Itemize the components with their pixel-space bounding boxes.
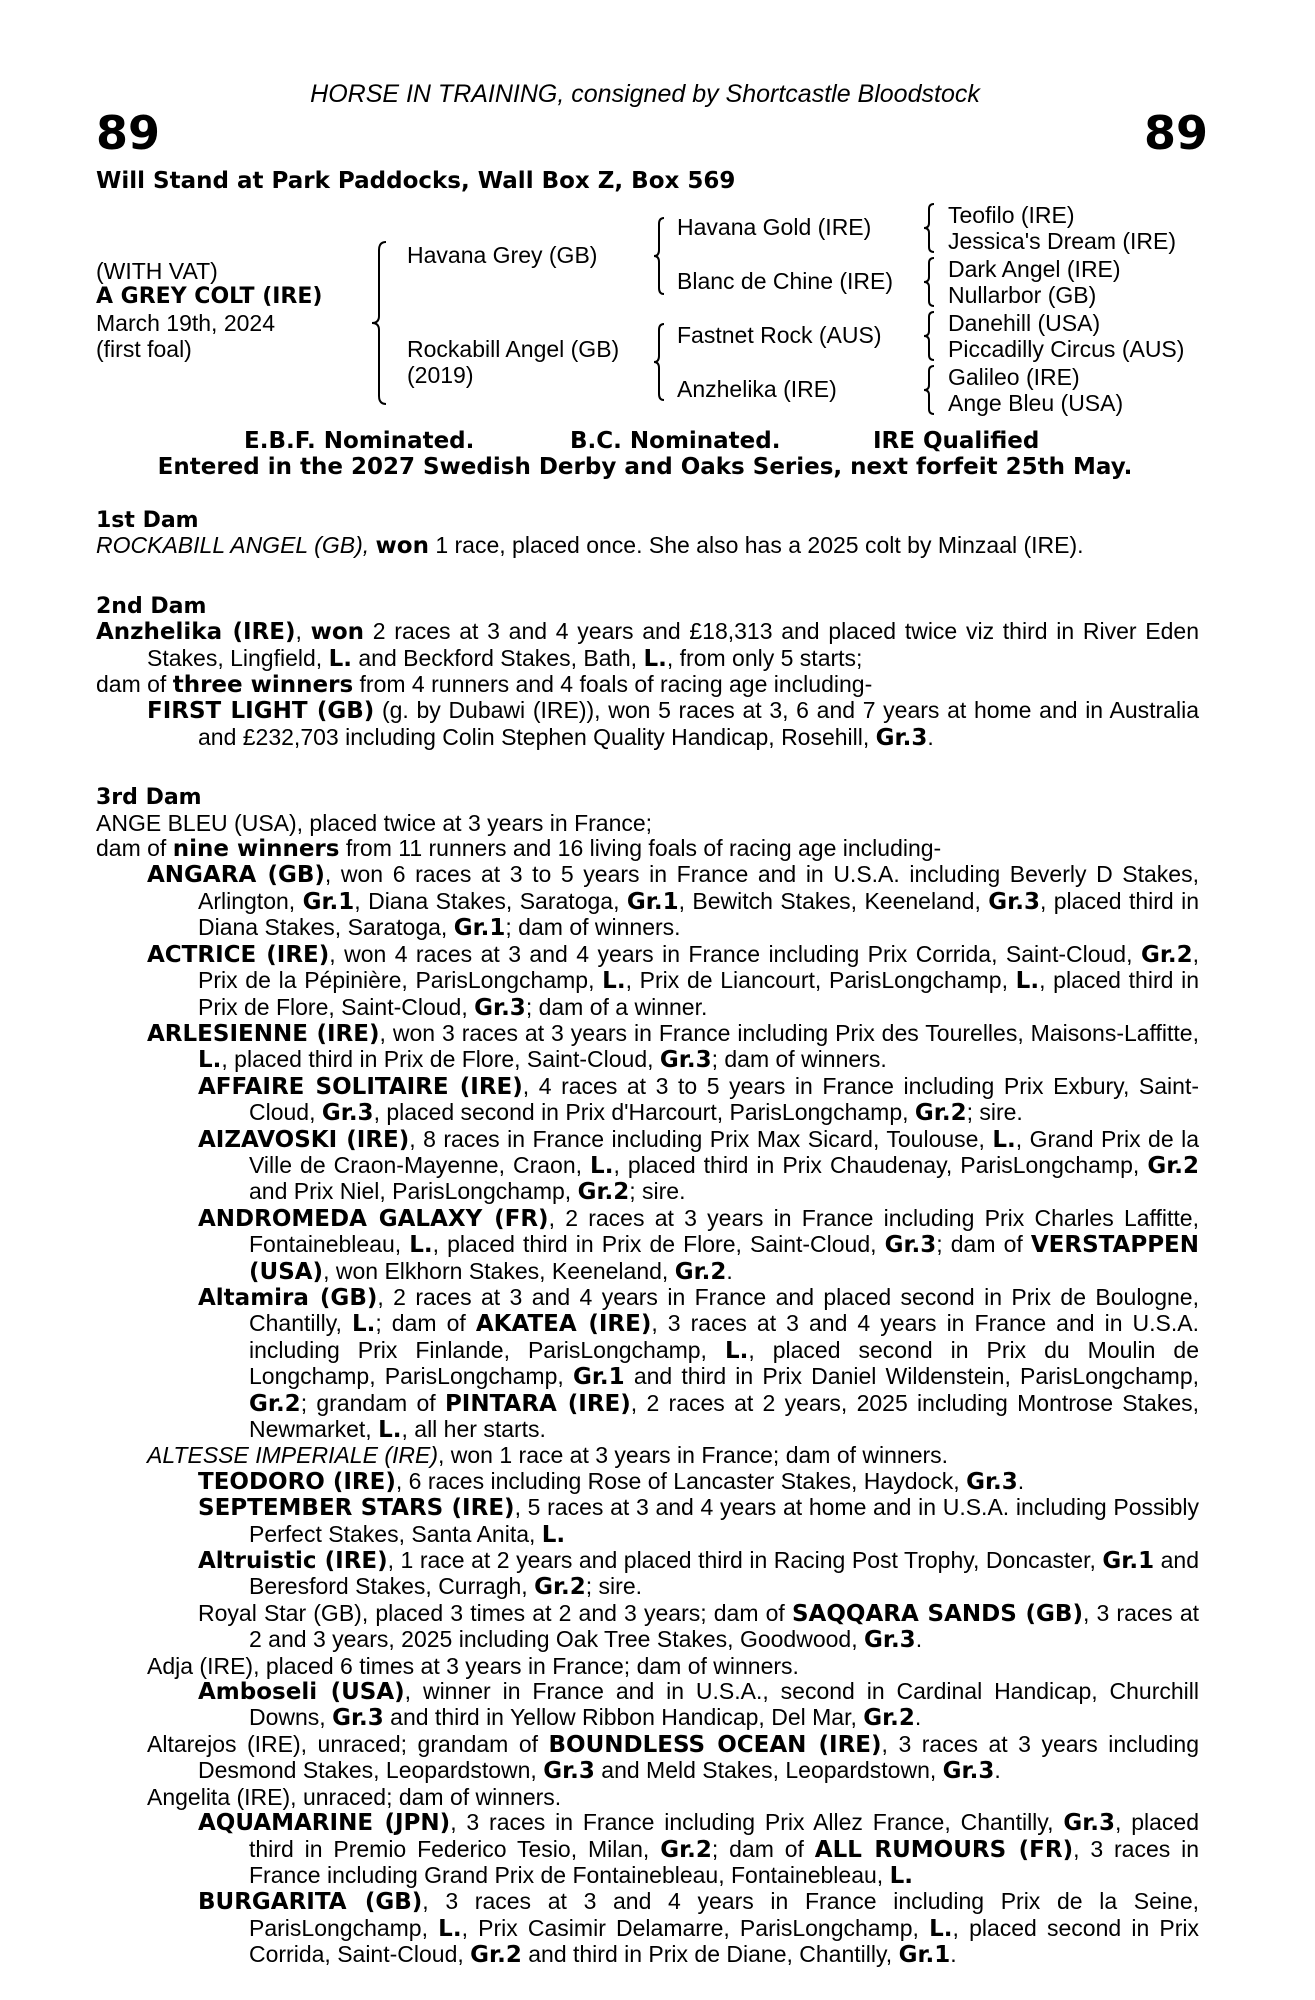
list-item: FIRST LIGHT (GB) (g. by Dubawi (IRE)), won 5 races at 3, 6 and 7 years at home and in Australia and £232,703 including Colin Stephen Quality Handicap, Rosehill, Gr.3. <box>147 697 1199 751</box>
list-item: Altruistic (IRE), 1 race at 2 years and placed third in Racing Post Trophy, Doncaster, Gr.1 and Beresford Stakes, Curragh, Gr.2; sire. <box>198 1547 1200 1601</box>
lot-number-left: 89 <box>96 106 161 160</box>
ddd-name: Ange Bleu (USA) <box>948 390 1124 416</box>
list-item: Angelita (IRE), unraced; dam of winners. <box>147 1783 562 1810</box>
third-dam-heading: 3rd Dam <box>96 785 202 811</box>
third-dam-produce: dam of nine winners from 11 runners and 16 living foals of racing age including- <box>96 835 942 863</box>
list-item: ANDROMEDA GALAXY (FR), 2 races at 3 years in France including Prix Charles Laffitte, Fontainebleau, L., placed third in Prix de Flore, Saint-Cloud, Gr.3; dam of VERSTAPPEN (USA), won Elkhorn Stakes, Keeneland, Gr.2. <box>198 1204 1200 1285</box>
third-dam-entry: ANGE BLEU (USA), placed twice at 3 years in France; <box>96 809 653 836</box>
list-item: AIZAVOSKI (IRE), 8 races in France including Prix Max Sicard, Toulouse, L., Grand Prix de la Ville de Craon-Mayenne, Craon, L., placed third in Prix Chaudenay, ParisLongchamp, Gr.2 and Prix Niel, ParisLongchamp, Gr.2; sire. <box>198 1125 1199 1206</box>
list-item: AFFAIRE SOLITAIRE (IRE), 4 races at 3 to 5 years in France including Prix Exbury, Saint-Cloud, Gr.3, placed second in Prix d'Harcourt, ParisLongchamp, Gr.2; sire. <box>198 1072 1199 1127</box>
bc-nominated: B.C. Nominated. <box>570 428 781 454</box>
catalogue-body <box>96 500 1199 1969</box>
ebf-nominated: E.B.F. Nominated. <box>244 428 475 454</box>
foal-note: (first foal) <box>96 336 192 362</box>
sire-dam: Blanc de Chine (IRE) <box>677 268 894 294</box>
brace-sd <box>922 256 936 308</box>
ssd-name: Jessica's Dream (IRE) <box>948 228 1177 254</box>
dds-name: Galileo (IRE) <box>948 364 1080 390</box>
second-dam-produce: dam of three winners from 4 runners and 4 foals of racing age including- <box>96 671 873 699</box>
list-item: AQUAMARINE (JPN), 3 races in France including Prix Allez France, Chantilly, Gr.3, placed third in Premio Federico Tesio, Milan, Gr.2; dam of ALL RUMOURS (FR), 3 races in France including Grand Prix de Fontainebleau, Fontainebleau, L. <box>198 1809 1200 1889</box>
list-item: BURGARITA (GB), 3 races at 3 and 4 years in France including Prix de la Seine, ParisLongchamp, L., Prix Casimir Delamarre, ParisLongchamp, L., placed second in Prix Corrida, Saint-Cloud, Gr.2 and third in Prix de Diane, Chantilly, Gr.1. <box>198 1888 1200 1969</box>
consignor-heading: HORSE IN TRAINING, consigned by Shortcastle Bloodstock <box>310 80 980 108</box>
dam-year: (2019) <box>407 362 474 388</box>
sdd-name: Nullarbor (GB) <box>948 282 1097 308</box>
first-dam-entry: ROCKABILL ANGEL (GB), won 1 race, placed once. She also has a 2025 colt by Minzaal (IRE). <box>96 532 1084 560</box>
brace-dd <box>922 364 936 416</box>
sire-sire: Havana Gold (IRE) <box>677 214 872 240</box>
dam-sire: Fastnet Rock (AUS) <box>677 322 882 348</box>
list-item: Amboseli (USA), winner in France and in U.S.A., second in Cardinal Handicap, Churchill Downs, Gr.3 and third in Yellow Ribbon Handicap, Del Mar, Gr.2. <box>198 1678 1199 1732</box>
list-item: Royal Star (GB), placed 3 times at 2 and 3 years; dam of SAQQARA SANDS (GB), 3 races at 2 and 3 years, 2025 including Oak Tree Stakes, Goodwood, Gr.3. <box>198 1599 1199 1654</box>
dam-name: Rockabill Angel (GB) <box>407 336 620 362</box>
list-item: Altarejos (IRE), unraced; grandam of BOUNDLESS OCEAN (IRE), 3 races at 3 years including Desmond Stakes, Leopardstown, Gr.3 and Meld Stakes, Leopardstown, Gr.3. <box>147 1730 1199 1785</box>
entries-note: Entered in the 2027 Swedish Derby and Oaks Series, next forfeit 25th May. <box>157 454 1133 480</box>
second-dam-heading: 2nd Dam <box>96 593 207 619</box>
list-item: ANGARA (GB), won 6 races at 3 to 5 years in France and in U.S.A. including Beverly D Stakes, Arlington, Gr.1, Diana Stakes, Saratoga, Gr.1, Bewitch Stakes, Keeneland, Gr.3, placed third in Diana Stakes, Saratoga, Gr.1; dam of winners. <box>147 861 1200 942</box>
first-dam-heading: 1st Dam <box>96 508 199 533</box>
sire-name: Havana Grey (GB) <box>407 242 598 268</box>
sss-name: Teofilo (IRE) <box>948 202 1075 228</box>
list-item: ALTESSE IMPERIALE (IRE), won 1 race at 3 years in France; dam of winners. <box>147 1442 949 1469</box>
stand-location: Will Stand at Park Paddocks, Wall Box Z, Box 569 <box>96 168 736 194</box>
horse-name: A GREY COLT (IRE) <box>96 284 323 309</box>
list-item: Altamira (GB), 2 races at 3 and 4 years in France and placed second in Prix de Boulogne, Chantilly, L.; dam of AKATEA (IRE), 3 races at 3 and 4 years in France and in U.S.A. including Prix Finlande, ParisLongchamp, L., placed second in Prix du Moulin de Longchamp, ParisLongchamp, Gr.1 and third in Prix Daniel Wildenstein, ParisLongchamp, Gr.2; grandam of PINTARA (IRE), 2 races at 2 years, 2025 including Montrose Stakes, Newmarket, L., all her starts. <box>198 1283 1200 1443</box>
ire-qualified: IRE Qualified <box>873 428 1040 454</box>
list-item: SEPTEMBER STARS (IRE), 5 races at 3 and 4 years at home and in U.S.A. including Possibly Perfect Stakes, Santa Anita, L. <box>198 1494 1200 1548</box>
brace-dam <box>652 322 666 402</box>
dss-name: Danehill (USA) <box>948 310 1101 336</box>
brace-ss <box>922 202 936 254</box>
list-item: TEODORO (IRE), 6 races including Rose of Lancaster Stakes, Haydock, Gr.3. <box>198 1467 1025 1495</box>
dsd-name: Piccadilly Circus (AUS) <box>948 336 1185 362</box>
brace-ds <box>922 310 936 362</box>
brace-sire <box>652 216 666 296</box>
sds-name: Dark Angel (IRE) <box>948 256 1121 282</box>
lot-number-right: 89 <box>1143 106 1208 160</box>
foaling-date: March 19th, 2024 <box>96 310 276 336</box>
second-dam-entry: Anzhelika (IRE), won 2 races at 3 and 4 years and £18,313 and placed twice viz third in River Eden Stakes, Lingfield, L. and Beckford Stakes, Bath, L., from only 5 starts; <box>96 618 1199 672</box>
list-item: Adja (IRE), placed 6 times at 3 years in France; dam of winners. <box>147 1652 799 1679</box>
dam-dam: Anzhelika (IRE) <box>677 376 837 402</box>
vat-note: (WITH VAT) <box>96 258 218 284</box>
list-item: ACTRICE (IRE), won 4 races at 3 and 4 years in France including Prix Corrida, Saint-Cloud, Gr.2, Prix de la Pépinière, ParisLongchamp, L., Prix de Liancourt, ParisLongchamp, L., placed third in Prix de Flore, Saint-Cloud, Gr.3; dam of a winner. <box>147 940 1200 1021</box>
list-item: ARLESIENNE (IRE), won 3 races at 3 years in France including Prix des Tourelles, Maisons-Laffitte, L., placed third in Prix de Flore, Saint-Cloud, Gr.3; dam of winners. <box>147 1019 1199 1074</box>
brace-generation-1 <box>370 240 388 406</box>
